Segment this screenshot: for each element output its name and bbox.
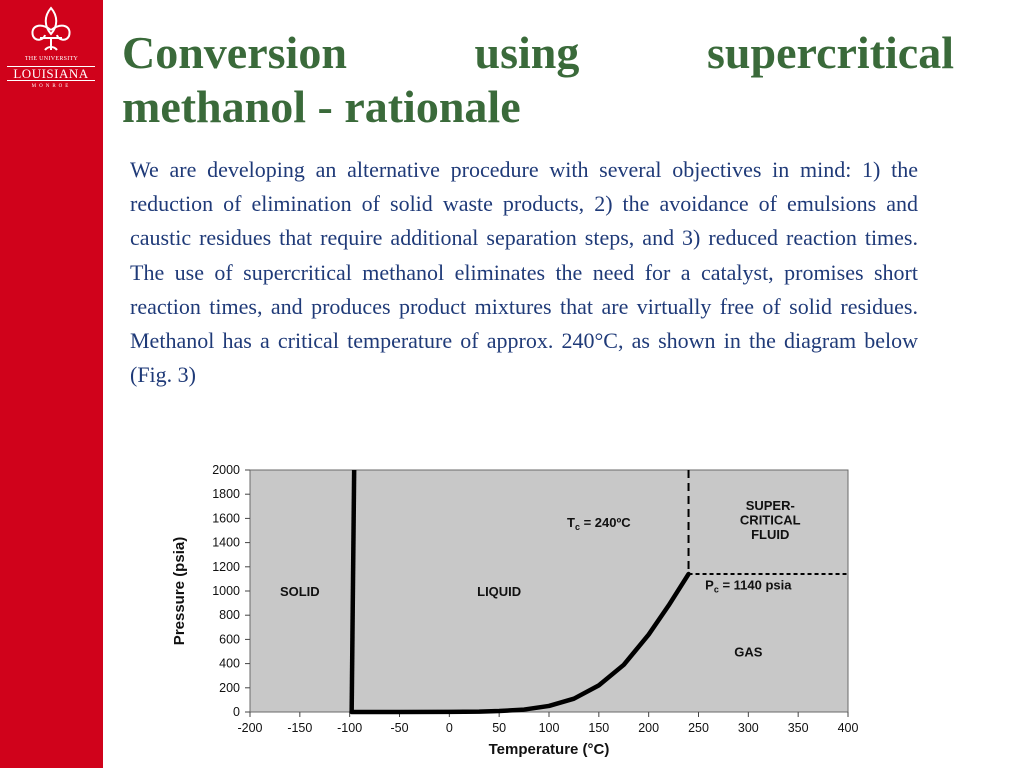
region-label: FLUID (751, 527, 790, 543)
critical-point-label: $P_c = 1140$ psia (705, 577, 792, 595)
body-paragraph: We are developing an alternative procedure with several objectives in mind: 1) the reduction of elimination of solid waste products, 2) the avoidance of emulsions and caustic residues that require additional separation steps, and 3) reduced reaction times. The use of supercritical methanol eliminates the need for a catalyst, promises short reaction times, and produces product mixtures that are virtually free of solid residues. Methanol has a critical temperature of approx. 240°C, as shown in the diagram below (Fig. 3) (130, 157, 918, 388)
y-tick-label: 800 (219, 608, 240, 623)
slide-title (122, 26, 954, 134)
y-tick-label: 0 (233, 705, 240, 719)
logo-text-bottom: MONROE (31, 84, 72, 89)
fleur-de-lis-icon (0, 0, 103, 60)
logo-text-top: THE UNIVERSITY (24, 56, 79, 62)
x-tick-label: -100 (337, 721, 363, 735)
x-tick-label: 200 (638, 721, 660, 735)
region-label: SUPER- (745, 498, 795, 514)
x-tick-label: 350 (787, 721, 809, 735)
y-tick-label: 1000 (212, 584, 240, 598)
x-tick-label: -150 (287, 721, 313, 735)
university-logo (0, 0, 103, 100)
region-label: LIQUID (477, 584, 522, 599)
y-tick-label: 1200 (212, 559, 240, 574)
methanol-phase-diagram (160, 458, 870, 764)
y-axis-label: Pressure (psia) (171, 536, 188, 646)
y-tick-label: 600 (219, 632, 240, 647)
x-tick-label: 150 (588, 721, 610, 735)
x-tick-label: 100 (538, 721, 560, 735)
x-tick-label: 50 (492, 721, 507, 735)
region-label: SOLID (279, 584, 320, 599)
title-word: supercritical (707, 27, 954, 78)
title-line-1 (122, 26, 954, 80)
y-tick-label: 1400 (212, 535, 240, 550)
sidebar-red-bar (0, 0, 103, 768)
x-tick-label: 400 (837, 721, 859, 735)
region-label: CRITICAL (739, 512, 801, 528)
logo-text-main: LOUISIANA (7, 66, 95, 81)
melting-line (352, 470, 355, 712)
region-label: GAS (734, 644, 763, 660)
x-tick-label: -200 (237, 721, 263, 735)
x-axis-label: Temperature (°C) (488, 741, 610, 758)
y-tick-label: 1600 (212, 511, 240, 526)
x-tick-label: 0 (445, 721, 453, 735)
title-word: Conversion (122, 27, 347, 78)
y-tick-label: 2000 (212, 463, 240, 477)
critical-point-label: $T_c$ = 240ºC (567, 515, 631, 533)
x-tick-label: -50 (390, 721, 409, 735)
title-word: using (474, 27, 580, 78)
y-tick-label: 200 (219, 680, 240, 695)
x-tick-label: 300 (737, 721, 759, 735)
y-tick-label: 1800 (212, 487, 240, 502)
x-tick-label: 250 (688, 721, 709, 735)
y-tick-label: 400 (219, 656, 240, 671)
title-line-2: methanol - rationale (122, 81, 521, 132)
